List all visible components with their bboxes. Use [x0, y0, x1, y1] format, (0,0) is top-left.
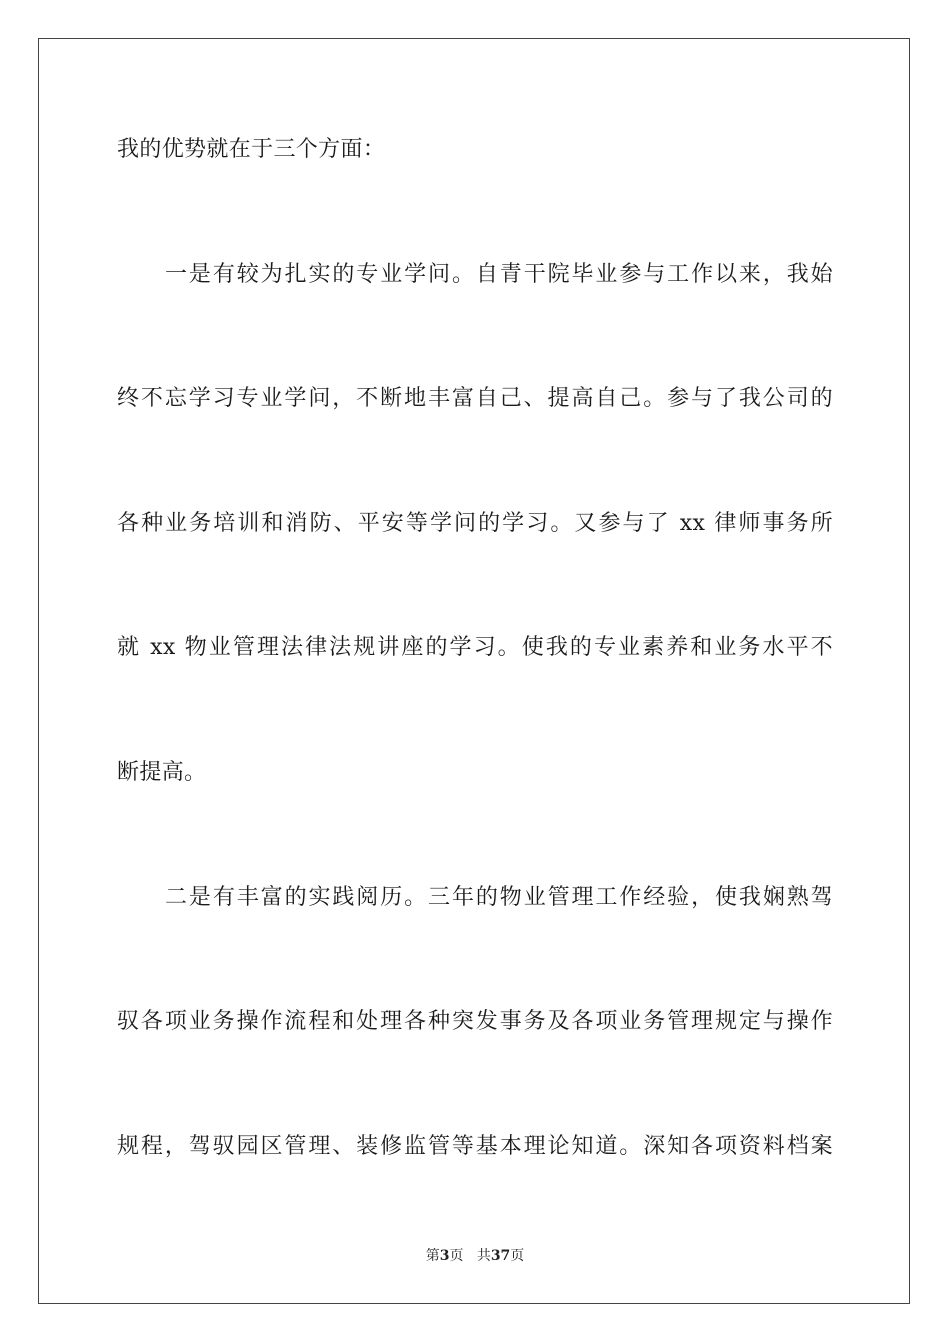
- page-prefix: 第: [425, 1248, 440, 1264]
- total-prefix: 共: [476, 1248, 491, 1264]
- page-number: 3: [439, 1248, 450, 1264]
- paragraph-line-5: 就 xx 物业管理法律法规讲座的学习。使我的专业素养和业务水平不: [117, 635, 833, 660]
- paragraph-line-9: 规程，驾驭园区管理、装修监管等基本理论知道。深知各项资料档案: [117, 1134, 833, 1159]
- total-suffix: 页: [510, 1248, 525, 1264]
- paragraph-line-2: 一是有较为扎实的专业学问。自青干院毕业参与工作以来，我始: [165, 262, 833, 287]
- total-pages: 37: [490, 1248, 511, 1264]
- paragraph-line-3: 终不忘学习专业学问，不断地丰富自己、提高自己。参与了我公司的: [117, 386, 833, 411]
- paragraph-line-7: 二是有丰富的实践阅历。三年的物业管理工作经验，使我娴熟驾: [165, 885, 833, 910]
- paragraph-line-1: 我的优势就在于三个方面：: [117, 137, 386, 162]
- paragraph-line-8: 驭各项业务操作流程和处理各种突发事务及各项业务管理规定与操作: [117, 1009, 833, 1034]
- page-border: [38, 38, 910, 1304]
- page-suffix: 页: [449, 1248, 464, 1264]
- page-footer: [0, 1246, 950, 1266]
- paragraph-line-6: 断提高。: [117, 760, 207, 785]
- paragraph-line-4: 各种业务培训和消防、平安等学问的学习。又参与了 xx 律师事务所: [117, 511, 833, 536]
